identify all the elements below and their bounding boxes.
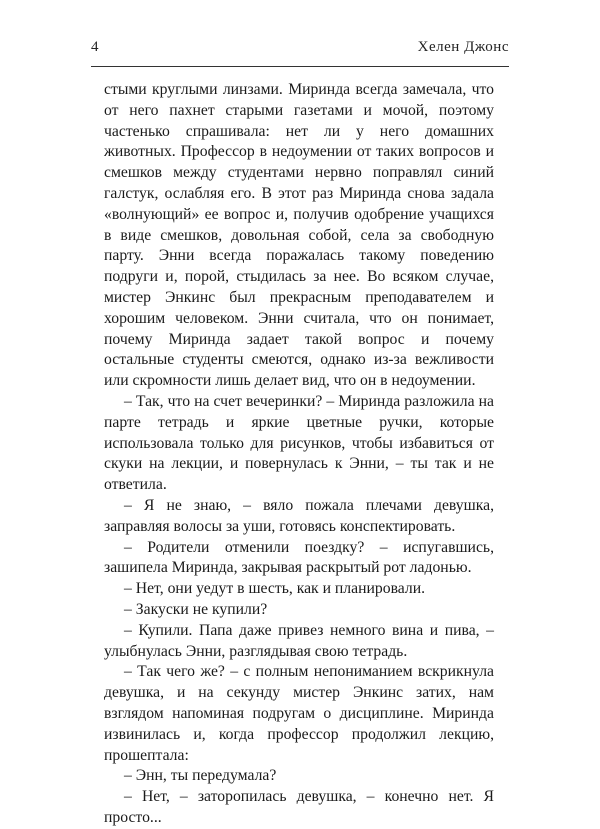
running-header bbox=[91, 39, 509, 56]
paragraph: – Купили. Папа даже привез немного вина и пива, – улыбнулась Энни, разглядывая свою тетрадь. bbox=[104, 621, 494, 660]
paragraph: – Родители отменили поездку? – испугавшись, зашипела Миринда, закрывая раскрытый рот ладонью. bbox=[104, 538, 494, 577]
body-text bbox=[104, 80, 494, 829]
paragraph: – Так чего же? – с полным непониманием вскрикнула девушка, и на секунду мистер Энкинс затих, нам взглядом напоминая подругам о дисциплине. Миринда извинилась и, когда профессор продолжил лекцию, прошептала: bbox=[104, 663, 494, 764]
header-rule bbox=[91, 66, 509, 67]
paragraph: – Так, что на счет вечеринки? – Миринда разложила на парте тетрадь и яркие цветные ручки, которые использовала только для рисунков, чтобы избавиться от скуки на лекции, и повернулась к Энни, – ты так и не ответила. bbox=[104, 392, 494, 494]
paragraph: стыми круглыми линзами. Миринда всегда замечала, что от него пахнет старыми газетами и мочой, поэтому частенько спрашивала: нет ли у него домашних животных. Профессор в недоумении от таких вопросов и смешков между студентами нервно поправлял синий галстук, ослабляя его. В этот раз Миринда снова задала «волнующий» ее вопрос и, получив одобрение учащихся в виде смешков, довольная собой, села за свободную парту. Энни всегда поражалась такому поведению подруги и, порой, стыдилась за нее. Во всяком случае, мистер Энкинс был прекрасным преподавателем и хорошим человеком. Энни считала, что он понимает, почему Миринда задает такой вопрос и почему остальные студенты смеются, однако из-за вежливости или скромности лишь делает вид, что он в недоумении. bbox=[104, 81, 494, 390]
paragraph: – Нет, они уедут в шесть, как и планировали. bbox=[124, 580, 426, 598]
running-title: Хелен Джонс bbox=[417, 39, 509, 55]
paragraph: – Я не знаю, – вяло пожала плечами девушка, заправляя волосы за уши, готовясь конспектировать. bbox=[104, 496, 494, 535]
paragraph: – Нет, – заторопилась девушка, – конечно нет. Я просто... bbox=[104, 788, 494, 826]
paragraph: – Закуски не купили? bbox=[124, 600, 268, 618]
paragraph: – Энн, ты передумала? bbox=[124, 767, 277, 785]
page-number: 4 bbox=[91, 39, 99, 55]
